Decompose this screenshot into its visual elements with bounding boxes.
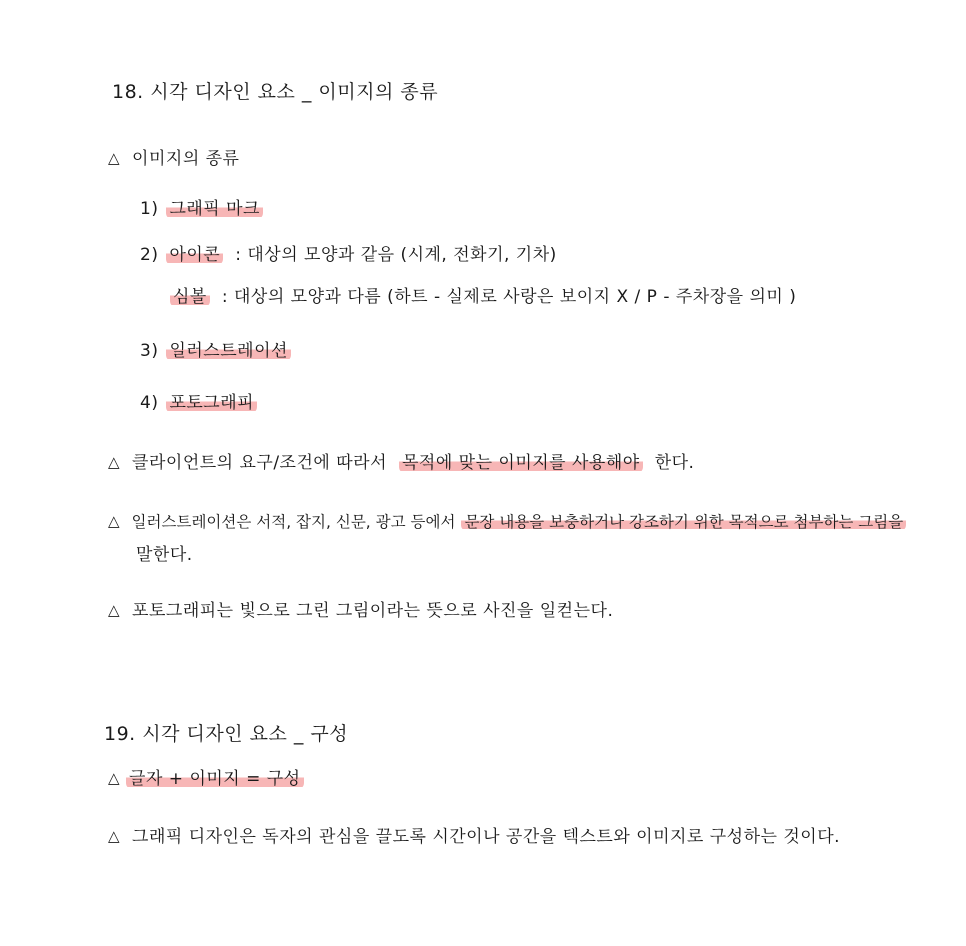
list-desc: : 대상의 모양과 다름 (하트 - 실제로 사랑은 보이지 X / P - 주차장을 의미 ) (221, 287, 797, 307)
list-number: 3) (140, 341, 159, 361)
list-term: 그래픽 마크 (166, 199, 263, 219)
formula-row (108, 768, 304, 790)
note-1-highlight: 목적에 맞는 이미지를 사용해야 (399, 453, 643, 473)
list-item-2 (140, 244, 557, 266)
list-term: 일러스트레이션 (166, 341, 290, 361)
list-number: 4) (140, 393, 159, 413)
subheading: 이미지의 종류 (132, 149, 240, 169)
list-item-1 (140, 198, 263, 220)
subheading-row (108, 148, 239, 170)
note-3-text: 포토그래피는 빛으로 그린 그림이라는 뜻으로 사진을 일컫는다. (132, 601, 614, 621)
section-19-note-text: 그래픽 디자인은 독자의 관심을 끌도록 시간이나 공간을 텍스트와 이미지로 구성하는 것이다. (132, 827, 841, 847)
list-number: 2) (140, 245, 159, 265)
note-2 (108, 512, 906, 533)
section-19-note (108, 826, 840, 848)
list-term: 아이콘 (166, 245, 223, 265)
note-2-highlight: 문장 내용을 보충하거나 강조하기 위한 목적으로 첨부하는 그림을 (461, 513, 906, 531)
triangle-bullet-icon: △ (108, 453, 121, 471)
formula: 글자 + 이미지 = 구성 (126, 769, 304, 789)
triangle-bullet-icon: △ (108, 601, 121, 619)
triangle-bullet-icon: △ (108, 512, 120, 530)
list-term: 포토그래피 (166, 393, 257, 413)
note-1-text: 클라이언트의 요구/조건에 따라서 (132, 453, 387, 473)
note-1 (108, 452, 694, 474)
triangle-bullet-icon: △ (108, 827, 121, 845)
list-term: 심볼 (170, 287, 210, 307)
note-2-continuation: 말한다. (136, 545, 193, 565)
triangle-bullet-icon: △ (108, 769, 121, 787)
list-item-4 (140, 392, 257, 414)
list-desc: : 대상의 모양과 같음 (시계, 전화기, 기차) (235, 245, 557, 265)
note-1-end: 한다. (654, 453, 695, 473)
list-item-2b (170, 286, 796, 308)
list-number: 1) (140, 199, 159, 219)
list-item-3 (140, 340, 291, 362)
note-3 (108, 600, 613, 622)
section-18-title: 18. 시각 디자인 요소 _ 이미지의 종류 (112, 81, 439, 103)
section-19-title: 19. 시각 디자인 요소 _ 구성 (104, 723, 349, 745)
note-2-text: 일러스트레이션은 서적, 잡지, 신문, 광고 등에서 (131, 513, 456, 531)
triangle-bullet-icon: △ (108, 149, 121, 167)
